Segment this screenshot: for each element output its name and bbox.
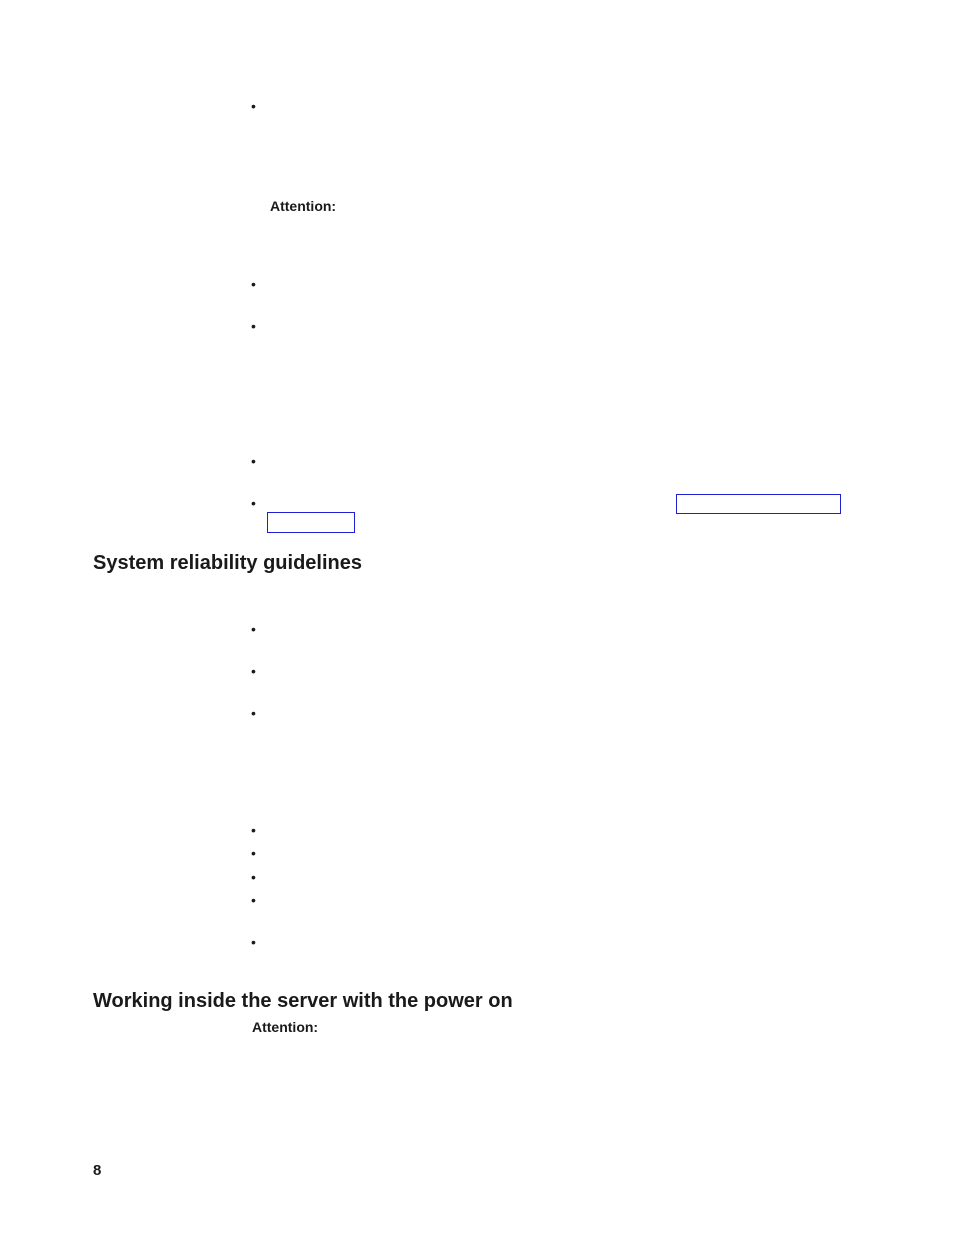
- bullet-marker: [251, 622, 259, 636]
- page-number: 8: [93, 1162, 102, 1179]
- cross-reference-link-continued[interactable]: [267, 512, 355, 533]
- bullet-marker: [251, 846, 259, 860]
- attention-label: Attention:: [270, 198, 337, 214]
- bullet-marker: [251, 935, 259, 949]
- bullet-marker: [251, 664, 259, 678]
- bullet-marker: [251, 99, 259, 113]
- bullet-marker: [251, 454, 259, 468]
- bullet-marker: [251, 706, 259, 720]
- bullet-marker: [251, 893, 259, 907]
- section-heading-system-reliability: System reliability guidelines: [93, 552, 362, 574]
- bullet-marker: [251, 870, 259, 884]
- attention-label: Attention:: [252, 1019, 319, 1035]
- section-heading-working-inside: Working inside the server with the power on: [93, 990, 513, 1012]
- bullet-marker: [251, 277, 259, 291]
- bullet-marker: [251, 823, 259, 837]
- bullet-marker: [251, 496, 259, 510]
- cross-reference-link[interactable]: [676, 494, 841, 514]
- bullet-marker: [251, 319, 259, 333]
